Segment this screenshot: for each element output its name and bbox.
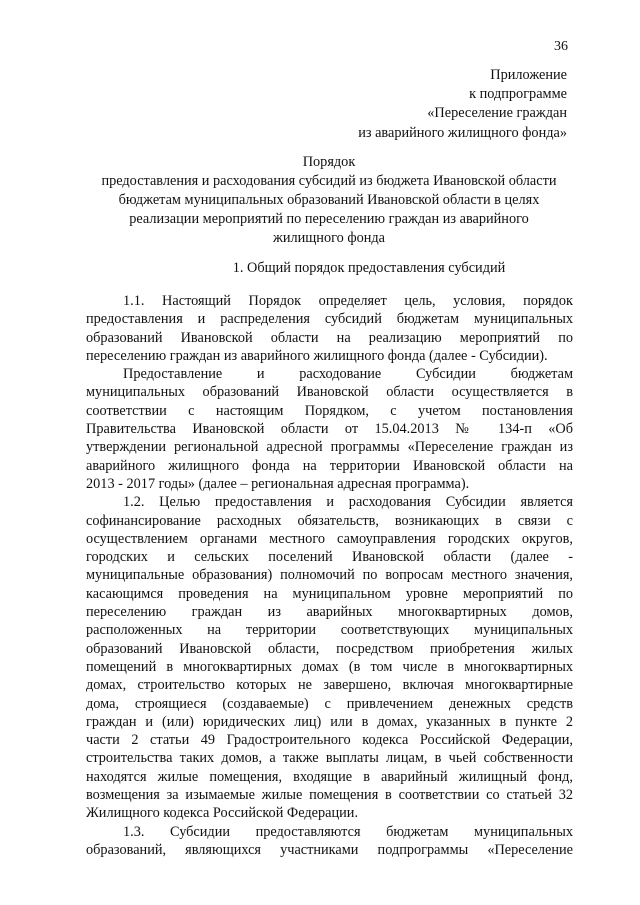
- text-line: аварийного жилищного фонда на территории Ивановской области на: [86, 457, 573, 474]
- appendix-header: [358, 66, 567, 143]
- body-text: [86, 292, 573, 859]
- text-line: находятся жилые помещения, входящие в аварийный жилищный фонд,: [86, 768, 573, 785]
- text-line: 1.3. Субсидии предоставляются бюджетам муниципальных: [123, 823, 573, 840]
- text-line: переселению граждан из аварийных многоквартирных домов,: [86, 604, 573, 621]
- text-line: образований, являющихся участниками подпрограммы «Переселение: [86, 841, 573, 858]
- text-line: Жилищного кодекса Российской Федерации.: [86, 805, 359, 822]
- appendix-line: «Переселение граждан: [427, 105, 567, 122]
- page-number: 36: [554, 39, 568, 54]
- text-line: 1.1. Настоящий Порядок определяет цель, условия, порядок: [123, 293, 573, 309]
- text-line: возмещения за изымаемые жилые помещения в соответствии со статьей 32: [86, 787, 573, 804]
- text-line: осуществлением органами местного самоуправления городских округов,: [86, 530, 573, 547]
- text-line: муниципальные образования) полномочий по вопросам местного значения,: [86, 567, 573, 584]
- text-line: переселению граждан из аварийного жилищного фонда (далее - Субсидии).: [86, 347, 548, 364]
- title-line: жилищного фонда: [272, 230, 386, 246]
- title-line: реализации мероприятий по переселению граждан из аварийного: [129, 211, 529, 227]
- text-line: граждан и (или) юридических лиц) или в домах, указанных в пункте 2: [86, 713, 573, 730]
- text-line: предоставления и распределения субсидий бюджетам муниципальных: [86, 311, 573, 328]
- text-line: Предоставление и расходование Субсидии бюджетам: [123, 366, 573, 383]
- text-line: помещений в многоквартирных домах (в том числе в многоквартирных: [86, 658, 573, 675]
- text-line: строительства таких домов, а также выплаты лицам, в чьей собственности: [86, 750, 573, 767]
- text-line: Правительства Ивановской области от 15.04.2013 № 134-п «Об: [86, 421, 573, 438]
- text-line: 2013 - 2017 годы» (далее – региональная адресная программа).: [86, 475, 470, 492]
- text-line: расположенных на территории соответствующих муниципальных: [86, 622, 573, 639]
- text-line: дома, строящиеся (создаваемые) с привлечением денежных средств: [86, 695, 573, 712]
- section-heading: 1. Общий порядок предоставления субсидий: [232, 260, 506, 276]
- title-line: Порядок: [302, 154, 356, 170]
- text-line: образований Ивановской области, посредством приобретения жилых: [86, 640, 573, 657]
- appendix-line: к подпрограмме: [469, 86, 567, 103]
- text-line: касающимся проведения на муниципальном уровне мероприятий по: [86, 585, 573, 602]
- title-line: бюджетам муниципальных образований Ивановской области в целях: [118, 192, 540, 208]
- title-line: предоставления и расходования субсидий из бюджета Ивановской области: [101, 173, 557, 189]
- text-line: соответствии с настоящим Порядком, с учетом постановления: [86, 402, 573, 419]
- text-line: части 2 статьи 49 Градостроительного кодекса Российской Федерации,: [86, 732, 573, 749]
- text-line: утверждении региональной адресной программы «Переселение граждан из: [86, 439, 573, 456]
- text-line: софинансирование расходных обязательств, возникающих в связи с: [86, 512, 573, 529]
- text-line: домах, строительство которых не завершено, включая многоквартирные: [86, 677, 573, 694]
- appendix-line: из аварийного жилищного фонда»: [358, 124, 567, 141]
- text-line: муниципальных образований Ивановской области осуществляется в: [86, 384, 573, 401]
- appendix-line: Приложение: [490, 67, 567, 83]
- document-title: [86, 153, 572, 248]
- text-line: 1.2. Целью предоставления и расходования Субсидии является: [123, 494, 573, 511]
- text-line: образований Ивановской области на реализацию мероприятий по: [86, 329, 573, 346]
- text-line: городских и сельских поселений Ивановской области (далее -: [86, 549, 573, 566]
